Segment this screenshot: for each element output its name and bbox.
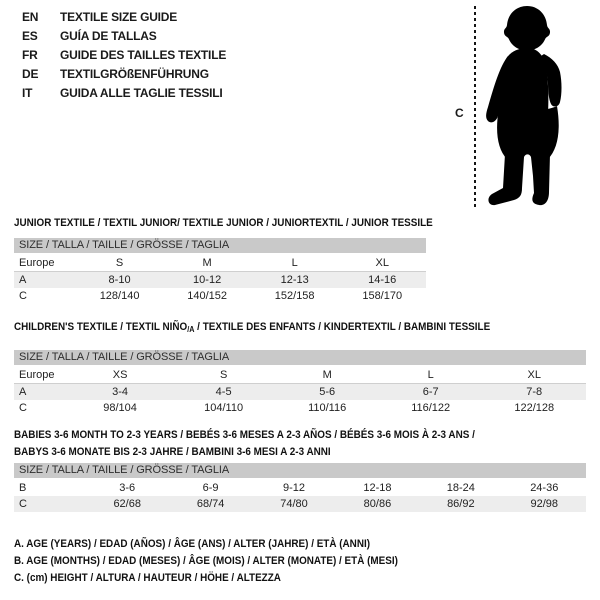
cell: 116/122 — [411, 402, 451, 414]
cell: 14-16 — [368, 274, 397, 286]
table-row — [14, 400, 586, 416]
title-subscript: /A — [187, 325, 195, 334]
col-header: M — [163, 255, 251, 272]
language-row — [22, 8, 226, 27]
col-header: XS — [68, 367, 172, 384]
cell: 92/98 — [530, 498, 559, 510]
cell: 4-5 — [215, 386, 232, 398]
cell: 5-6 — [319, 386, 336, 398]
title-text: CHILDREN'S TEXTILE / TEXTIL NIÑO — [14, 321, 188, 333]
language-title: TEXTILGRÖßENFÜHRUNG — [60, 67, 209, 81]
cell: 80/86 — [363, 498, 392, 510]
language-code: DE — [22, 67, 39, 81]
col-header: L — [379, 367, 483, 384]
size-bar: SIZE / TALLA / TAILLE / GRÖSSE / TAGLIA — [14, 238, 426, 253]
size-bar: SIZE / TALLA / TAILLE / GRÖSSE / TAGLIA — [14, 350, 586, 365]
table-row — [14, 272, 426, 289]
language-row — [22, 65, 226, 84]
note-a: A. AGE (YEARS) / EDAD (AÑOS) / ÂGE (ANS) / ALTER (JAHRE) / ETÀ (ANNI) — [14, 538, 371, 550]
section-title-junior: JUNIOR TEXTILE / TEXTIL JUNIOR/ TEXTILE JUNIOR / JUNIORTEXTIL / JUNIOR TESSILE — [14, 217, 433, 229]
row-label: C — [19, 402, 27, 414]
cell: 152/158 — [274, 290, 315, 302]
table-junior — [14, 238, 426, 304]
table-row — [14, 480, 586, 496]
col-header: L — [251, 255, 339, 272]
cell: 8-10 — [108, 274, 131, 286]
row-label: A — [19, 386, 27, 398]
language-title: TEXTILE SIZE GUIDE — [60, 10, 178, 24]
table-row — [14, 255, 426, 272]
title-text: / TEXTILE DES ENFANTS / KINDERTEXTIL / BAMBINI TESSILE — [194, 321, 491, 333]
section-title-babies — [14, 427, 475, 461]
language-code: EN — [22, 10, 39, 24]
col-header: S — [172, 367, 276, 384]
language-code: IT — [22, 86, 33, 100]
cell: 128/140 — [99, 290, 140, 302]
junior-size-table — [14, 255, 426, 304]
baby-silhouette-icon — [484, 4, 589, 212]
cell: 122/128 — [514, 402, 555, 414]
cell: 10-12 — [193, 274, 222, 286]
table-row — [14, 288, 426, 304]
cell: 140/152 — [187, 290, 227, 302]
cell: 86/92 — [447, 498, 475, 510]
table-row — [14, 367, 586, 384]
height-measure-label: C — [455, 106, 464, 120]
legend — [14, 536, 441, 587]
language-code: ES — [22, 29, 38, 43]
col-header: XL — [482, 367, 586, 384]
cell: 62/68 — [113, 498, 141, 510]
language-code: FR — [22, 48, 38, 62]
table-babies — [14, 463, 586, 512]
col-header: S — [76, 255, 164, 272]
language-row — [22, 27, 226, 46]
cell: 68/74 — [196, 498, 225, 510]
col-header: Europe — [14, 367, 68, 384]
language-row — [22, 84, 226, 103]
table-children — [14, 350, 586, 416]
cell: 24-36 — [530, 482, 559, 494]
cell: 3-6 — [119, 482, 136, 494]
section-title-children — [14, 321, 490, 334]
language-title: GUIDA ALLE TAGLIE TESSILI — [60, 86, 223, 100]
row-label: A — [19, 274, 27, 286]
cell: 98/104 — [103, 402, 137, 414]
col-header: M — [275, 367, 379, 384]
cell: 9-12 — [283, 482, 306, 494]
cell: 6-7 — [422, 386, 439, 398]
row-label: B — [19, 482, 27, 494]
children-size-table — [14, 367, 586, 416]
cell: 12-13 — [280, 274, 309, 286]
babies-size-table — [14, 480, 586, 512]
language-header — [22, 8, 226, 103]
note-c: C. (cm) HEIGHT / ALTURA / HAUTEUR / HÖHE / ALTEZZA — [14, 572, 281, 584]
language-title: GUIDE DES TAILLES TEXTILE — [60, 48, 227, 62]
height-dashed-line — [474, 6, 476, 207]
size-bar: SIZE / TALLA / TAILLE / GRÖSSE / TAGLIA — [14, 463, 586, 478]
cell: 104/110 — [204, 402, 244, 414]
cell: 7-8 — [526, 386, 543, 398]
cell: 6-9 — [202, 482, 219, 494]
cell: 12-18 — [363, 482, 392, 494]
col-header: Europe — [14, 255, 76, 272]
table-row — [14, 496, 586, 512]
table-row — [14, 384, 586, 401]
col-header: XL — [338, 255, 426, 272]
language-title: GUÍA DE TALLAS — [60, 29, 157, 43]
cell: 3-4 — [112, 386, 129, 398]
cell: 18-24 — [446, 482, 475, 494]
title-line-1: BABIES 3-6 MONTH TO 2-3 YEARS / BEBÉS 3-6 MESES A 2-3 AÑOS / BÉBÉS 3-6 MOIS À 2-3 ANS / — [14, 429, 475, 441]
title-line-2: BABYS 3-6 MONATE BIS 2-3 JAHRE / BAMBINI 3-6 MESI A 2-3 ANNI — [14, 446, 331, 458]
cell: 158/170 — [362, 290, 403, 302]
cell: 74/80 — [280, 498, 308, 510]
row-label: C — [19, 290, 27, 302]
cell: 110/116 — [308, 402, 347, 414]
row-label: C — [19, 498, 27, 510]
language-row — [22, 46, 226, 65]
note-b: B. AGE (MONTHS) / EDAD (MESES) / ÂGE (MOIS) / ALTER (MONATE) / ETÀ (MESI) — [14, 555, 398, 567]
